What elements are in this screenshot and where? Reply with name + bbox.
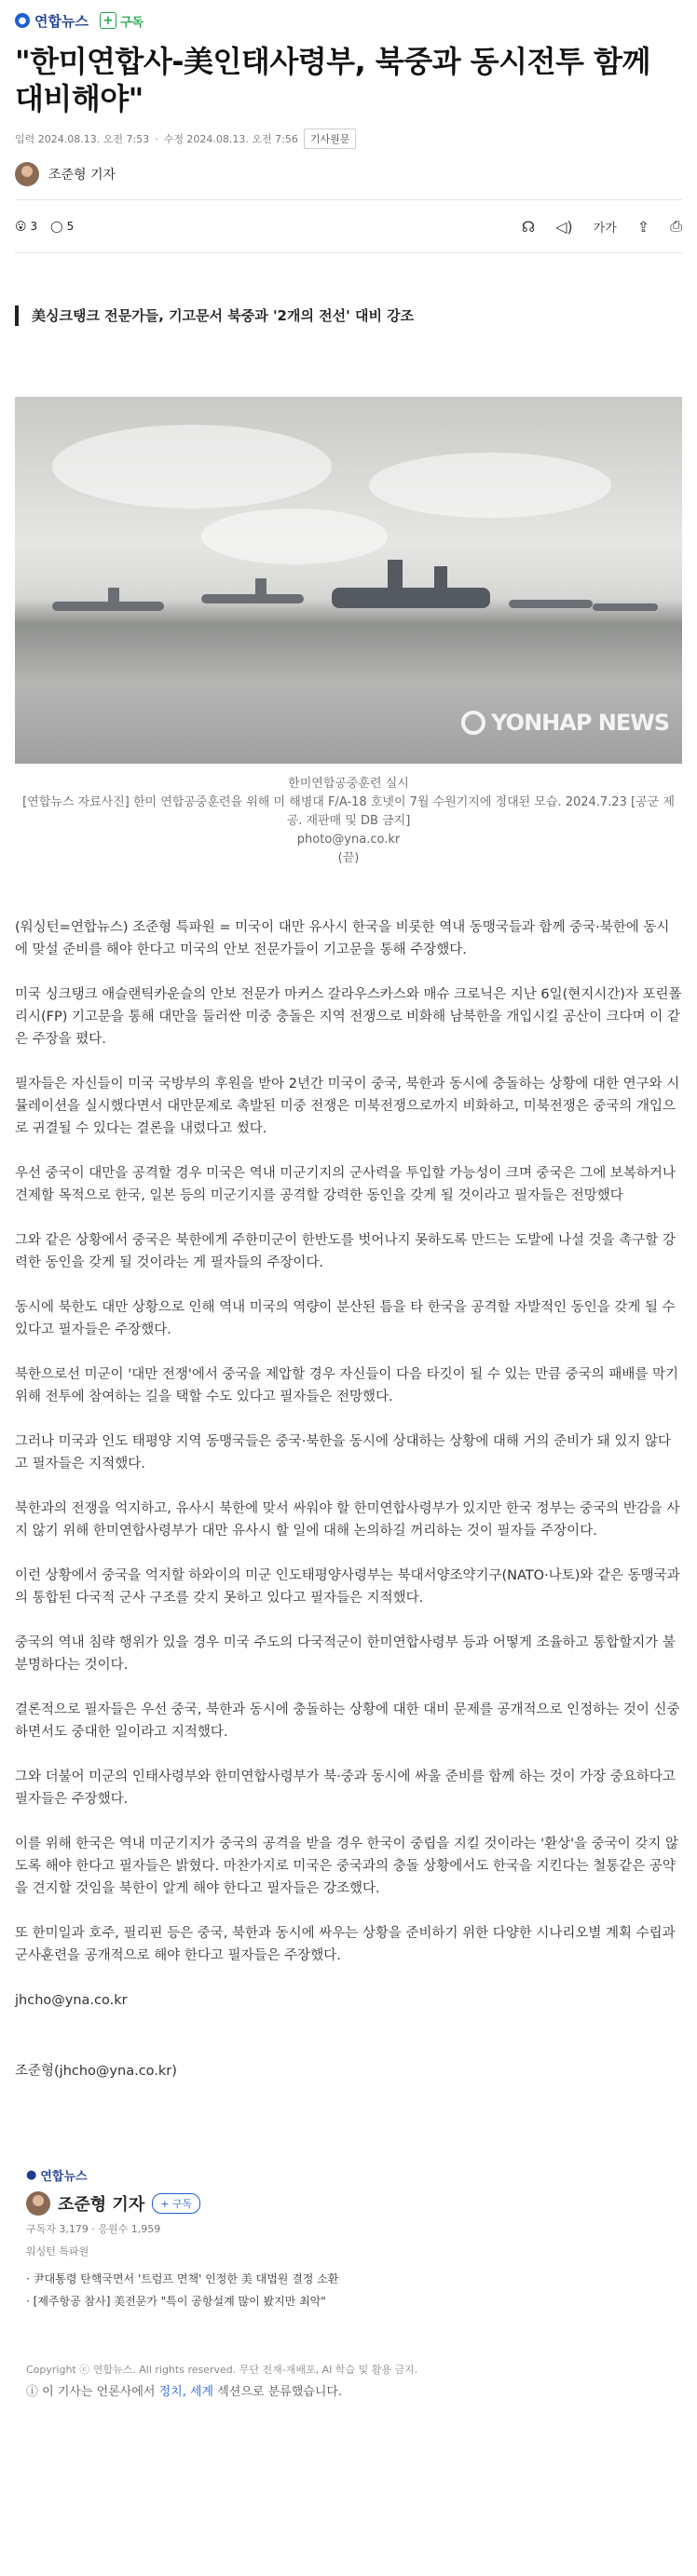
emoji-icon: 😮	[15, 220, 27, 233]
card-press-logo[interactable]: ● 연합뉴스	[26, 2168, 88, 2184]
paragraph: 이런 상황에서 중국을 억지할 하와이의 미군 인도태평양사령부는 북대서양조약기구(NATO·나토)와 같은 동맹국과의 통합된 다국적 군사 구조를 갖지 못하고 있다고 필자들은 지적했다.	[15, 1568, 680, 1606]
paragraph: 필자들은 자신들이 미국 국방부의 후원을 받아 2년간 미국이 중국, 북한과 동시에 충돌하는 상황에 대한 연구와 시뮬레이션을 실시했다면서 대만문제로 촉발된 미중 전쟁은 미북전쟁으로까지 비화하고, 미북전쟁은 중국의 개입으로 귀결될 수 있다는 결론을 내렸다고 썼다.	[15, 1077, 680, 1136]
reporter-name: 조준형 기자	[48, 168, 116, 183]
top-bar	[0, 0, 697, 41]
yonhap-ring-icon	[461, 711, 485, 735]
paragraph: 그와 더불어 미군의 인태사령부와 한미연합사령부가 북·중과 동시에 싸울 준비를 함께 하는 것이 가장 중요하다고 필자들은 주장했다.	[15, 1769, 676, 1807]
reaction-button[interactable]: 😮 3	[15, 220, 38, 233]
footer	[0, 2322, 697, 2402]
modified-time: 수정 2024.08.13. 오전 7:56	[163, 133, 298, 145]
section-info: ⓘ 이 기사는 언론사에서 정치, 세계 섹션으로 분류했습니다.	[26, 2385, 343, 2399]
article-subtitle: 美싱크탱크 전문가들, 기고문서 북중과 '2개의 전선' 대비 강조	[15, 305, 682, 326]
article-photo[interactable]	[15, 397, 682, 764]
original-article-button[interactable]: 기사원문	[304, 129, 357, 149]
press-logo[interactable]: ● 연합뉴스	[15, 11, 89, 31]
audio-icon[interactable]: ◁)	[555, 217, 573, 236]
summary-icon[interactable]: ☊	[521, 217, 536, 236]
card-news-link[interactable]: · [제주항공 참사] 美전문가 "특이 공항설계 많이 봤지만 최악"	[26, 2295, 326, 2308]
paragraph: 그와 같은 상황에서 중국은 북한에게 주한미군이 한반도를 벗어나지 못하도록 만드는 도발에 나설 것을 촉구할 강력한 동인을 갖게 될 것이라는 게 필자들의 주장이다.	[15, 1233, 676, 1270]
plus-icon: +	[100, 12, 116, 29]
paragraph: 또 한미일과 호주, 필리핀 등은 중국, 북한과 동시에 싸우는 상황을 준비하기 위한 다양한 시나리오별 계획 수립과 군사훈련을 공개적으로 해야 한다고 필자들은 주장했다.	[15, 1926, 676, 1963]
yonhap-logo-icon: ●	[26, 2168, 37, 2182]
paragraph: 동시에 북한도 대만 상황으로 인해 역내 미국의 역량이 분산된 틈을 타 한국을 공격할 자발적인 동인을 갖게 될 수 있다고 필자들은 주장했다.	[15, 1300, 676, 1337]
action-bar	[15, 200, 682, 253]
yonhap-logo-icon: ●	[15, 13, 30, 28]
print-icon[interactable]: ⎙	[670, 217, 682, 235]
card-role: 워싱턴 특파원	[26, 2245, 89, 2257]
card-reporter-name[interactable]: 조준형 기자	[58, 2195, 145, 2215]
photo-caption: 한미연합공중훈련 실시 [연합뉴스 자료사진] 한미 연합공중훈련을 위해 미 해병대 F/A-18 호넷이 7월 수원기지에 정대된 모습. 2024.7.23 [공군 제공. 재판매 및 DB 금지] photo@yna.co.kr (끝)	[22, 777, 675, 865]
avatar	[15, 162, 39, 186]
copyright: Copyright ⓒ 연합뉴스. All rights reserved. 무단 전재-재배포, AI 학습 및 활용 금지.	[26, 2364, 418, 2376]
paragraph: 중국의 역내 침략 행위가 있을 경우 미국 주도의 다국적군이 한미연합사령부 등과 어떻게 조율하고 통합할지가 불분명하다는 것이다.	[15, 1635, 676, 1673]
paragraph: 그러나 미국과 인도 태평양 지역 동맹국들은 중국·북한을 동시에 상대하는 상황에 대해 거의 준비가 돼 있지 않다고 필자들은 지적했다.	[15, 1434, 672, 1471]
comment-button[interactable]: ◯ 5	[50, 220, 75, 233]
article-title: "한미연합사-美인태사령부, 북중과 동시전투 함께 대비해야"	[15, 44, 650, 116]
photo-watermark: YONHAP NEWS	[461, 710, 669, 736]
share-icon[interactable]: ⇪	[636, 217, 650, 236]
subscribe-button[interactable]: + 구독	[100, 12, 144, 30]
reporter-signature: 조준형(jhcho@yna.co.kr)	[15, 2064, 177, 2079]
paragraph: 미국 싱크탱크 애슬랜틱카운슬의 안보 전문가 마커스 갈라우스카스와 매슈 크로닉은 지난 6일(현지시간)자 포린폴리시(FP) 기고문을 통해 대만을 둘러싼 미중 충돌은 지역 전쟁으로 비화해 남북한을 개입시킬 공산이 크다며 이 같은 주장을 폈다.	[15, 987, 682, 1047]
reporter-card	[26, 2157, 671, 2322]
paragraph: 북한과의 전쟁을 억지하고, 유사시 북한에 맞서 싸워야 할 한미연합사령부가 있지만 한국 정부는 중국의 반감을 사지 않기 위해 한미연합사령부가 대만 유사시 할 일에 대해 논의하길 꺼리하는 것이 필자들 주장이다.	[15, 1501, 680, 1539]
info-icon: ⓘ	[26, 2385, 39, 2399]
font-size-button[interactable]: 가가	[593, 221, 617, 236]
paragraph: 이를 위해 한국은 역내 미군기지가 중국의 공격을 받을 경우 한국이 중립을 지킬 것이라는 '환상'을 중국이 갖지 않도록 해야 한다고 필자들은 밝혔다. 마찬가지로 미국은 중국과의 충돌 상황에서도 한국을 지킨다는 철통같은 공약을 견지할 것임을 북한이 알게 해야 한다고 필자들은 강조했다.	[15, 1837, 679, 1896]
comment-icon: ◯	[50, 220, 63, 233]
reporter-byline[interactable]	[0, 149, 697, 199]
article-body	[0, 916, 697, 2082]
avatar	[26, 2191, 50, 2216]
paragraph: 결론적으로 필자들은 우선 중국, 북한과 동시에 충돌하는 상황에 대한 대비 문제를 공개적으로 인정하는 것이 신중하면서도 중대한 일이라고 지적했다.	[15, 1702, 680, 1740]
paragraph: (워싱턴=연합뉴스) 조준형 특파원 = 미국이 대만 유사시 한국을 비롯한 역내 동맹국들과 함께 중국·북한에 동시에 맞설 준비를 해야 한다고 미국의 안보 전문가들이 기고문을 통해 주장했다.	[15, 920, 670, 957]
article-meta: 입력 2024.08.13. 오전 7:53 · 수정 2024.08.13. 오전 7:56 기사원문	[0, 117, 697, 149]
paragraph: 우선 중국이 대만을 공격할 경우 미국은 역내 미군기지의 군사력을 투입할 가능성이 크며 중국은 그에 보복하거나 견제할 목적으로 한국, 일본 등의 미군기지를 공격할 강력한 동인을 갖게 될 것이라고 필자들은 전망했다	[15, 1166, 676, 1203]
section-link[interactable]: 정치, 세계	[158, 2385, 214, 2399]
card-stats: 구독자 3,179 · 응원수 1,959	[26, 2223, 161, 2235]
card-news-link[interactable]: · 尹대통령 탄핵국면서 '트럼프 면책' 인정한 美 대법원 결정 소환	[26, 2272, 339, 2285]
paragraph: 북한으로선 미군이 '대만 전쟁'에서 중국을 제압할 경우 자신들이 다음 타깃이 될 수 있는 만큼 중국의 패배를 막기 위해 전투에 참여하는 길을 택할 수도 있다고 필자들은 전망했다.	[15, 1367, 679, 1404]
card-subscribe-button[interactable]: + 구독	[152, 2193, 200, 2214]
published-time: 입력 2024.08.13. 오전 7:53	[15, 133, 150, 145]
reporter-email: jhcho@yna.co.kr	[15, 1993, 128, 2008]
